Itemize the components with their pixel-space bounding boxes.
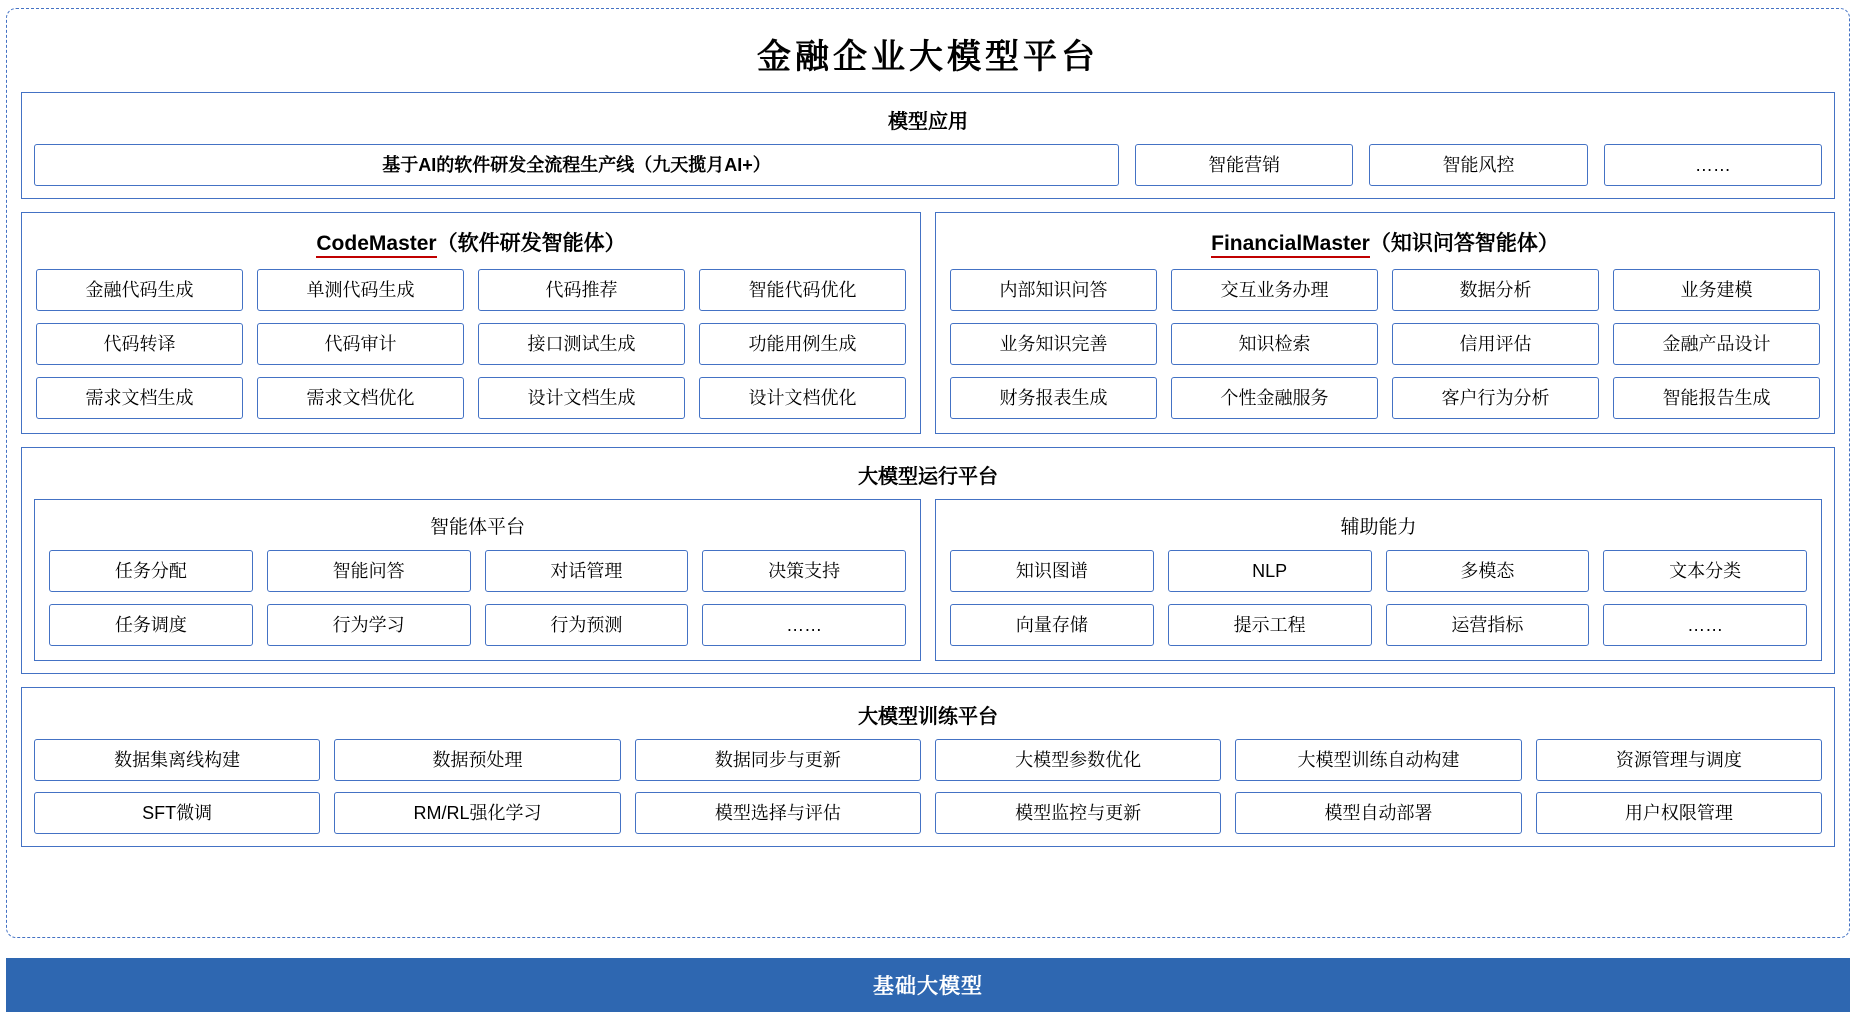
subpanel-auxiliary-capability	[935, 499, 1822, 661]
runtime-item[interactable]: 对话管理	[485, 550, 689, 592]
training-item[interactable]: 数据集离线构建	[34, 739, 320, 781]
training-item[interactable]: 用户权限管理	[1536, 792, 1822, 834]
section-training-platform	[21, 687, 1835, 847]
runtime-item[interactable]: 多模态	[1386, 550, 1590, 592]
runtime-item[interactable]: NLP	[1168, 550, 1372, 592]
agent-title-en-codemaster: CodeMaster	[316, 232, 436, 258]
section-runtime-platform	[21, 447, 1835, 674]
runtime-item[interactable]: 知识图谱	[950, 550, 1154, 592]
agent-item[interactable]: 设计文档生成	[478, 377, 685, 419]
section-title-training-platform: 大模型训练平台	[858, 706, 998, 728]
agent-title-financialmaster	[950, 227, 1820, 257]
section-title-model-application: 模型应用	[888, 111, 968, 133]
platform-outer-frame	[6, 8, 1850, 938]
agent-item[interactable]: 交互业务办理	[1171, 269, 1378, 311]
training-item[interactable]: SFT微调	[34, 792, 320, 834]
subpanel-agent-platform	[34, 499, 921, 661]
agent-item[interactable]: 财务报表生成	[950, 377, 1157, 419]
training-items	[34, 739, 1822, 834]
training-item[interactable]: 模型自动部署	[1235, 792, 1521, 834]
agent-item[interactable]: 代码转译	[36, 323, 243, 365]
agent-item[interactable]: 业务建模	[1613, 269, 1820, 311]
runtime-subpanels	[34, 499, 1822, 661]
page-title: 金融企业大模型平台	[757, 38, 1099, 76]
agent-title-en-financialmaster: FinancialMaster	[1211, 232, 1370, 258]
runtime-item[interactable]: 任务调度	[49, 604, 253, 646]
runtime-item[interactable]: 提示工程	[1168, 604, 1372, 646]
agent-title-cn-financialmaster: （知识问答智能体）	[1369, 232, 1559, 255]
training-item[interactable]: 大模型参数优化	[935, 739, 1221, 781]
agent-item[interactable]: 代码审计	[257, 323, 464, 365]
agent-items-financialmaster	[950, 269, 1820, 419]
agent-panel-codemaster	[21, 212, 921, 434]
runtime-item[interactable]: ……	[1603, 604, 1807, 646]
agent-item[interactable]: 设计文档优化	[699, 377, 906, 419]
agent-item[interactable]: 数据分析	[1392, 269, 1599, 311]
agent-panels	[21, 212, 1835, 434]
training-item[interactable]: 数据同步与更新	[635, 739, 921, 781]
training-item[interactable]: 模型监控与更新	[935, 792, 1221, 834]
runtime-item[interactable]: 行为学习	[267, 604, 471, 646]
subpanel-items-agent-platform	[49, 550, 906, 646]
agent-item[interactable]: 知识检索	[1171, 323, 1378, 365]
section-model-application	[21, 92, 1835, 199]
agent-item[interactable]: 客户行为分析	[1392, 377, 1599, 419]
base-model-label: 基础大模型	[873, 975, 983, 998]
runtime-item[interactable]: 行为预测	[485, 604, 689, 646]
agent-item[interactable]: 功能用例生成	[699, 323, 906, 365]
agent-item[interactable]: 信用评估	[1392, 323, 1599, 365]
agent-item[interactable]: 业务知识完善	[950, 323, 1157, 365]
runtime-item[interactable]: 运营指标	[1386, 604, 1590, 646]
agent-title-codemaster	[36, 227, 906, 257]
section-title-runtime-platform: 大模型运行平台	[858, 466, 998, 488]
agent-item[interactable]: 个性金融服务	[1171, 377, 1378, 419]
agent-item[interactable]: 内部知识问答	[950, 269, 1157, 311]
model-application-row	[34, 144, 1822, 186]
app-item-risk[interactable]: 智能风控	[1369, 144, 1587, 186]
agent-panel-financialmaster	[935, 212, 1835, 434]
app-main-item[interactable]: 基于AI的软件研发全流程生产线（九天揽月AI+）	[34, 144, 1119, 186]
runtime-item[interactable]: ……	[702, 604, 906, 646]
app-item-more[interactable]: ……	[1604, 144, 1822, 186]
runtime-item[interactable]: 文本分类	[1603, 550, 1807, 592]
subpanel-title-agent-platform: 智能体平台	[429, 517, 525, 538]
agent-items-codemaster	[36, 269, 906, 419]
agent-item[interactable]: 金融代码生成	[36, 269, 243, 311]
agent-item[interactable]: 代码推荐	[478, 269, 685, 311]
training-item[interactable]: 模型选择与评估	[635, 792, 921, 834]
agent-item[interactable]: 金融产品设计	[1613, 323, 1820, 365]
training-item[interactable]: 数据预处理	[334, 739, 620, 781]
training-item[interactable]: 大模型训练自动构建	[1235, 739, 1521, 781]
agent-title-cn-codemaster: （软件研发智能体）	[436, 232, 626, 255]
agent-item[interactable]: 智能报告生成	[1613, 377, 1820, 419]
training-item[interactable]: 资源管理与调度	[1536, 739, 1822, 781]
base-model-bar	[6, 958, 1850, 1012]
agent-item[interactable]: 需求文档优化	[257, 377, 464, 419]
training-item[interactable]: RM/RL强化学习	[334, 792, 620, 834]
agent-item[interactable]: 需求文档生成	[36, 377, 243, 419]
agent-item[interactable]: 智能代码优化	[699, 269, 906, 311]
agent-item[interactable]: 接口测试生成	[478, 323, 685, 365]
agent-item[interactable]: 单测代码生成	[257, 269, 464, 311]
subpanel-title-auxiliary-capability: 辅助能力	[1340, 517, 1417, 538]
app-item-marketing[interactable]: 智能营销	[1135, 144, 1353, 186]
runtime-item[interactable]: 任务分配	[49, 550, 253, 592]
runtime-item[interactable]: 向量存储	[950, 604, 1154, 646]
subpanel-items-auxiliary-capability	[950, 550, 1807, 646]
runtime-item[interactable]: 决策支持	[702, 550, 906, 592]
runtime-item[interactable]: 智能问答	[267, 550, 471, 592]
